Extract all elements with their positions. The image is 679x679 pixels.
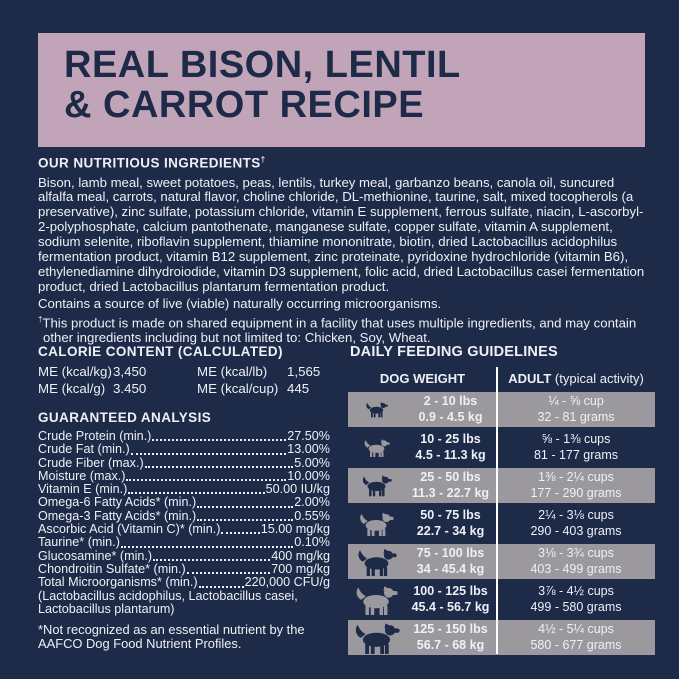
feeding-amount-grams: 81 - 177 grams [533, 447, 619, 462]
analysis-row [38, 523, 330, 536]
feeding-amount-cell [497, 584, 655, 615]
dog-weight-cell [404, 546, 497, 577]
shared-equipment-footnote: †This product is made on shared equipment in a facility that uses multiple ingredients, and may contain other ingredients including but not limited to: Chicken, Soy, Wheat. [38, 314, 637, 345]
feeding-amount-cups: 4½ - 5¼ cups [538, 622, 614, 636]
analysis-value: 27.50% [287, 429, 330, 443]
analysis-value: 50.00 IU/kg [265, 482, 330, 497]
analysis-label: Crude Fat (min.) [38, 442, 130, 457]
dagger-marker: † [38, 314, 43, 324]
feeding-row [348, 392, 655, 427]
feeding-rows [348, 392, 655, 655]
dog-icon [348, 511, 404, 537]
feeding-amount-grams: 177 - 290 grams [530, 485, 622, 500]
dog-weight-lbs: 100 - 125 lbs [413, 584, 488, 598]
feeding-row [348, 430, 655, 465]
dog-icon [348, 547, 404, 577]
feeding-amount-cups: 3⅛ - 3¾ cups [538, 546, 614, 560]
feeding-table [348, 367, 655, 655]
product-title-line2: & CARROT RECIPE [64, 84, 425, 126]
calorie-value: 445 [287, 380, 310, 396]
feeding-amount-cell [497, 508, 655, 539]
dog-weight-cell [404, 508, 497, 539]
feeding-table-header [348, 367, 655, 389]
calorie-content-heading: CALORIE CONTENT (CALCULATED) [38, 344, 283, 359]
dog-weight-kg: 11.3 - 22.7 kg [411, 485, 490, 500]
analysis-value: 15.00 mg/kg [260, 522, 330, 537]
feeding-amount-cups: ⅝ - 1⅜ cups [541, 432, 611, 446]
dog-weight-kg: 34 - 45.4 kg [416, 561, 485, 576]
product-title-line1: REAL BISON, LENTIL [64, 44, 461, 86]
product-title [38, 33, 645, 125]
analysis-value: 400 mg/kg [271, 548, 330, 563]
analysis-label: Omega-6 Fatty Acids* (min.) [38, 495, 197, 510]
analysis-value: 5.00% [294, 455, 330, 470]
analysis-label: Moisture (max.) [38, 468, 126, 483]
dog-weight-kg: 56.7 - 68 kg [416, 637, 485, 652]
guaranteed-analysis-heading: GUARANTEED ANALYSIS [38, 410, 212, 425]
analysis-row [38, 457, 330, 470]
dog-icon [348, 621, 404, 655]
feeding-amount-cups: ¼ - ⅝ cup [548, 394, 604, 408]
feeding-amount-cell [497, 394, 655, 425]
calorie-label: ME (kcal/kg) [38, 364, 112, 379]
feeding-row [348, 468, 655, 503]
dotted-leader [121, 546, 293, 548]
analysis-label: Ascorbic Acid (Vitamin C)* (min.) [38, 522, 221, 537]
feeding-amount-cell [497, 622, 655, 653]
analysis-label: Glucosamine* (min.) [38, 548, 153, 563]
dog-weight-cell [404, 394, 497, 425]
feeding-amount-cell [497, 546, 655, 577]
dog-weight-cell [404, 432, 497, 463]
analysis-label: Crude Protein (min.) [38, 429, 152, 443]
feeding-amount-cups: 1⅜ - 2¼ cups [538, 470, 614, 484]
dog-weight-lbs: 50 - 75 lbs [420, 508, 481, 522]
feeding-row [348, 506, 655, 541]
dog-weight-kg: 4.5 - 11.3 kg [415, 447, 486, 462]
feeding-amount-grams: 32 - 81 grams [537, 409, 615, 424]
dotted-leader [145, 466, 294, 468]
analysis-row [38, 443, 330, 456]
dotted-leader [152, 439, 286, 441]
dog-weight-kg: 22.7 - 34 kg [416, 523, 485, 538]
dotted-leader [131, 453, 287, 455]
dog-weight-cell [404, 470, 497, 501]
analysis-row [38, 470, 330, 483]
analysis-label: Chondroitin Sulfate* (min.) [38, 561, 186, 576]
ingredients-section [38, 155, 652, 346]
dog-weight-lbs: 75 - 100 lbs [416, 546, 485, 560]
column-divider [496, 367, 498, 654]
dog-weight-lbs: 125 - 150 lbs [413, 622, 488, 636]
calorie-label: ME (kcal/cup) [197, 380, 279, 396]
analysis-value: 220,000 CFU/g [244, 575, 330, 590]
dotted-leader [128, 492, 264, 494]
calorie-value: 3,450 [113, 364, 147, 379]
feeding-row [348, 620, 655, 655]
dog-weight-lbs: 2 - 10 lbs [423, 394, 478, 408]
analysis-row [38, 496, 330, 509]
dog-weight-lbs: 10 - 25 lbs [420, 432, 481, 446]
analysis-row [38, 510, 330, 523]
ingredients-list: Bison, lamb meal, sweet potatoes, peas, lentils, turkey meal, garbanzo beans, canola oil, suncured alfalfa meal, carrots, natural flavor, choline chloride, DL-methionine, taurine, salt, mixed tocopherols (a preservative), zinc sulfate, potassium chloride, vitamin E supplement, ferrous sulfate, niacin, L-ascorbyl-2-polyphosphate, calcium pantothenate, manganese sulfate, copper sulfate, vitamin A supplement, sodium selenite, riboflavin supplement, thiamine mononitrate, biotin, dried Lactobacillus acidophilus fermentation product, vitamin B12 supplement, zinc proteinate, pyridoxine hydrochloride (vitamin B6), ethylenediamine dihydroiodide, vitamin D3 supplement, folic acid, dried Lactobacillus casei fermentation product, dried Lactobacillus plantarum fermentation product. [38, 174, 645, 294]
dotted-leader [126, 479, 286, 481]
aafco-footnote: *Not recognized as an essential nutrient by the AAFCO Dog Food Nutrient Profiles. [38, 622, 305, 651]
calorie-label: ME (kcal/lb) [197, 364, 268, 379]
microorganisms-note: Contains a source of live (viable) naturally occurring microorganisms. [38, 295, 442, 311]
analysis-label: Omega-3 Fatty Acids* (min.) [38, 508, 197, 523]
feeding-amount-cups: 3⅞ - 4½ cups [538, 584, 614, 598]
dagger-marker: † [260, 155, 266, 164]
analysis-row [38, 563, 330, 576]
dotted-leader [199, 586, 244, 588]
dog-weight-cell [404, 584, 497, 615]
feeding-guidelines-heading: DAILY FEEDING GUIDELINES [350, 344, 558, 360]
dog-weight-column-header: DOG WEIGHT [379, 370, 466, 386]
dog-icon [348, 401, 404, 418]
analysis-row [38, 550, 330, 563]
dotted-leader [153, 559, 270, 561]
dotted-leader [197, 519, 293, 521]
feeding-row [348, 544, 655, 579]
feeding-amount-grams: 403 - 499 grams [530, 561, 622, 576]
feeding-amount-grams: 580 - 677 grams [530, 637, 622, 652]
analysis-row [38, 576, 330, 589]
analysis-value: 2.00% [294, 495, 330, 510]
dotted-leader [187, 572, 270, 574]
dog-icon [348, 584, 404, 616]
feeding-amount-grams: 499 - 580 grams [530, 599, 622, 614]
analysis-label: Total Microorganisms* (min.) [38, 575, 198, 590]
dog-icon [348, 438, 404, 457]
calorie-label: ME (kcal/g) [38, 380, 106, 396]
analysis-value: 10.00% [287, 468, 330, 483]
feeding-amount-grams: 290 - 403 grams [530, 523, 622, 538]
calorie-value: 1,565 [287, 364, 321, 379]
lactobacillus-note-line1: (Lactobacillus acidophilus, Lactobacillus casei, [38, 588, 298, 603]
feeding-amount-cups: 2¼ - 3⅛ cups [538, 508, 614, 522]
ingredients-heading: OUR NUTRITIOUS INGREDIENTS† [38, 155, 266, 171]
analysis-label: Taurine* (min.) [38, 535, 120, 550]
analysis-row [38, 536, 330, 549]
product-title-banner [38, 33, 645, 147]
guaranteed-analysis-section [38, 410, 330, 650]
dog-icon [348, 474, 404, 496]
calorie-grid [38, 364, 330, 397]
dotted-leader [221, 532, 259, 534]
analysis-value: 0.10% [294, 535, 330, 550]
feeding-guidelines-section [348, 344, 655, 655]
feeding-amount-cell [497, 432, 655, 463]
calorie-content-section [38, 344, 330, 397]
adult-column-header: ADULT (typical activity) [508, 370, 644, 386]
analysis-value: 700 mg/kg [271, 561, 330, 576]
feeding-row [348, 582, 655, 617]
analysis-value: 13.00% [287, 442, 330, 457]
analysis-label: Crude Fiber (max.) [38, 455, 144, 470]
calorie-value: 3.450 [113, 380, 147, 396]
analysis-row [38, 483, 330, 496]
analysis-value: 0.55% [294, 508, 330, 523]
feeding-amount-cell [497, 470, 655, 501]
dog-weight-cell [404, 622, 497, 653]
dotted-leader [197, 506, 293, 508]
analysis-row [38, 430, 330, 443]
lactobacillus-note-line2: Lactobacillus plantarum) [38, 601, 175, 616]
guaranteed-analysis-rows [38, 430, 330, 590]
dog-weight-kg: 0.9 - 4.5 kg [418, 409, 483, 424]
dog-weight-lbs: 25 - 50 lbs [420, 470, 481, 484]
analysis-label: Vitamin E (min.) [38, 482, 128, 497]
dog-weight-kg: 45.4 - 56.7 kg [411, 599, 490, 614]
